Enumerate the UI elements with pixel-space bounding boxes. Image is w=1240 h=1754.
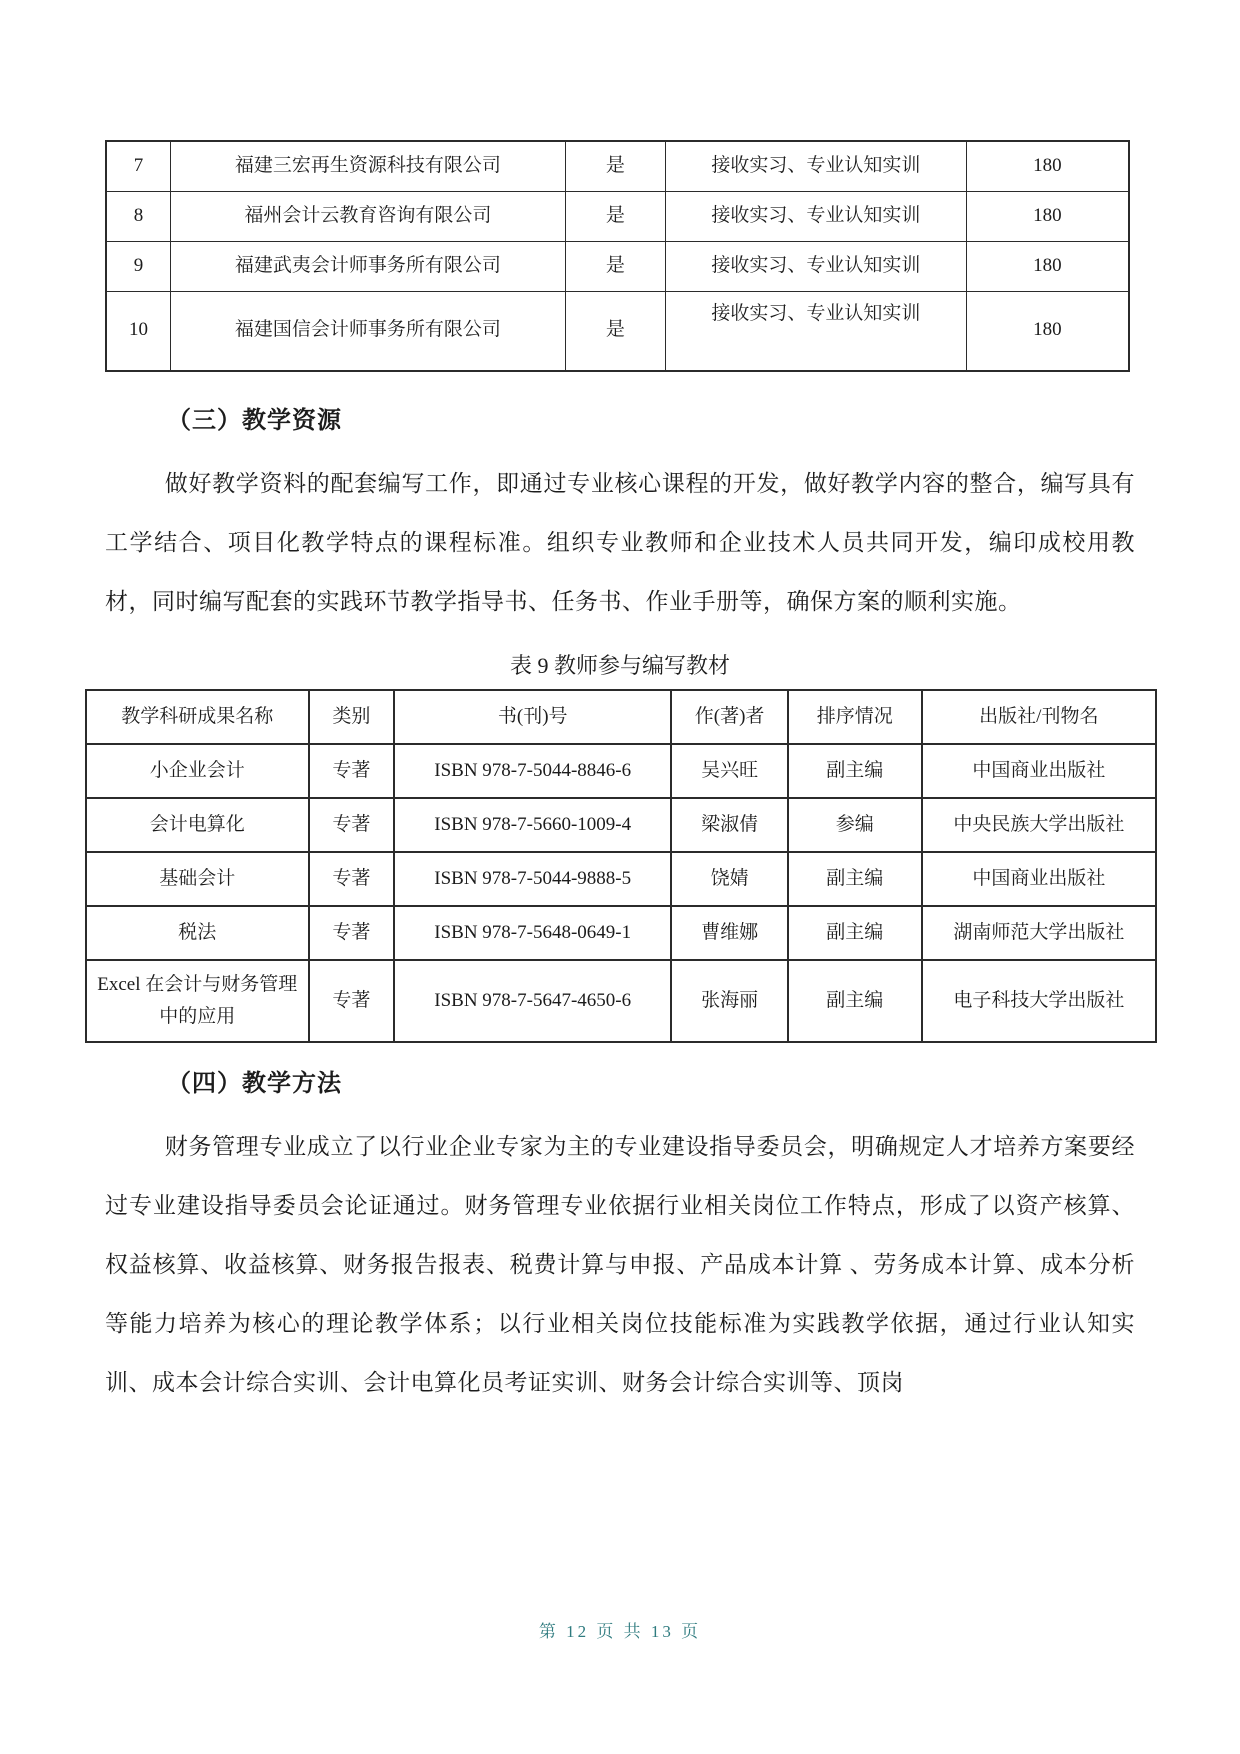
isbn-cell: ISBN 978-7-5660-1009-4: [394, 798, 671, 852]
isbn-cell: ISBN 978-7-5044-8846-6: [394, 744, 671, 798]
table-row: [86, 852, 1156, 906]
category-cell: 专著: [309, 852, 395, 906]
ranking-cell: 副主编: [788, 906, 922, 960]
ranking-cell: 参编: [788, 798, 922, 852]
row-number-cell: 9: [106, 241, 170, 291]
company-name-cell: 福建国信会计师事务所有限公司: [170, 291, 565, 371]
hours-cell: 180: [966, 241, 1129, 291]
achievement-name-cell: 税法: [86, 906, 309, 960]
author-cell: 饶婧: [671, 852, 788, 906]
paragraph-teaching-methods: 财务管理专业成立了以行业企业专家为主的专业建设指导委员会，明确规定人才培养方案要经过专业建设指导委员会论证通过。财务管理专业依据行业相关岗位工作特点，形成了以资产核算、权益核算、收益核算、财务报告报表、税费计算与申报、产品成本计算 、劳务成本计算、成本分析等能力培养为核心的理论教学体系；以行业相关岗位技能标准为实践教学依据，通过行业认知实训、成本会计综合实训、会计电算化员考证实训、财务会计综合实训等、顶岗: [105, 1134, 1135, 1395]
table-row: [86, 960, 1156, 1042]
author-cell: 梁淑倩: [671, 798, 788, 852]
table-row: [106, 241, 1129, 291]
header-ranking: 排序情况: [788, 690, 922, 744]
accept-cell: 是: [565, 241, 665, 291]
author-cell: 张海丽: [671, 960, 788, 1042]
hours-cell: 180: [966, 141, 1129, 191]
page-number: 第 12 页 共 13 页: [538, 1622, 702, 1641]
isbn-cell: ISBN 978-7-5647-4650-6: [394, 960, 671, 1042]
content-cell: 接收实习、专业认知实训: [666, 191, 967, 241]
category-cell: 专著: [309, 798, 395, 852]
table-row: [106, 291, 1129, 371]
page-content: [97, 0, 1135, 1412]
hours-cell: 180: [966, 191, 1129, 241]
publisher-cell: 电子科技大学出版社: [922, 960, 1156, 1042]
accept-cell: 是: [565, 191, 665, 241]
company-name-cell: 福建武夷会计师事务所有限公司: [170, 241, 565, 291]
achievement-name-cell: 小企业会计: [86, 744, 309, 798]
achievement-name-cell: Excel 在会计与财务管理中的应用: [86, 960, 309, 1042]
accept-cell: 是: [565, 291, 665, 371]
company-name-cell: 福建三宏再生资源科技有限公司: [170, 141, 565, 191]
content-cell: 接收实习、专业认知实训: [666, 291, 967, 371]
isbn-cell: ISBN 978-7-5648-0649-1: [394, 906, 671, 960]
category-cell: 专著: [309, 960, 395, 1042]
paragraph-teaching-resources: 做好教学资料的配套编写工作，即通过专业核心课程的开发，做好教学内容的整合，编写具有工学结合、项目化教学特点的课程标准。组织专业教师和企业技术人员共同开发，编印成校用教材，同时编写配套的实践环节教学指导书、任务书、作业手册等，确保方案的顺利实施。: [105, 471, 1135, 614]
table-row: [86, 798, 1156, 852]
company-name-cell: 福州会计云教育咨询有限公司: [170, 191, 565, 241]
table-header-row: [86, 690, 1156, 744]
section-heading-teaching-resources: （三）教学资源: [167, 408, 342, 434]
table-row: [86, 906, 1156, 960]
publisher-cell: 中国商业出版社: [922, 852, 1156, 906]
table-row: [86, 744, 1156, 798]
section-heading-teaching-methods: （四）教学方法: [167, 1071, 342, 1097]
teacher-textbook-table: [85, 689, 1157, 1043]
achievement-name-cell: 基础会计: [86, 852, 309, 906]
achievement-name-cell: 会计电算化: [86, 798, 309, 852]
publisher-cell: 湖南师范大学出版社: [922, 906, 1156, 960]
category-cell: 专著: [309, 906, 395, 960]
author-cell: 曹维娜: [671, 906, 788, 960]
row-number-cell: 10: [106, 291, 170, 371]
content-cell: 接收实习、专业认知实训: [666, 241, 967, 291]
hours-cell: 180: [966, 291, 1129, 371]
publisher-cell: 中国商业出版社: [922, 744, 1156, 798]
content-cell: 接收实习、专业认知实训: [666, 141, 967, 191]
header-author: 作(著)者: [671, 690, 788, 744]
isbn-cell: ISBN 978-7-5044-9888-5: [394, 852, 671, 906]
category-cell: 专著: [309, 744, 395, 798]
accept-cell: 是: [565, 141, 665, 191]
table9-caption: 表 9 教师参与编写教材: [509, 653, 730, 678]
header-isbn: 书(刊)号: [394, 690, 671, 744]
header-publisher: 出版社/刊物名: [922, 690, 1156, 744]
internship-companies-table: [105, 140, 1130, 372]
author-cell: 吴兴旺: [671, 744, 788, 798]
header-achievement-name: 教学科研成果名称: [86, 690, 309, 744]
table-row: [106, 141, 1129, 191]
ranking-cell: 副主编: [788, 744, 922, 798]
table-row: [106, 191, 1129, 241]
row-number-cell: 8: [106, 191, 170, 241]
ranking-cell: 副主编: [788, 960, 922, 1042]
row-number-cell: 7: [106, 141, 170, 191]
header-category: 类别: [309, 690, 395, 744]
ranking-cell: 副主编: [788, 852, 922, 906]
publisher-cell: 中央民族大学出版社: [922, 798, 1156, 852]
